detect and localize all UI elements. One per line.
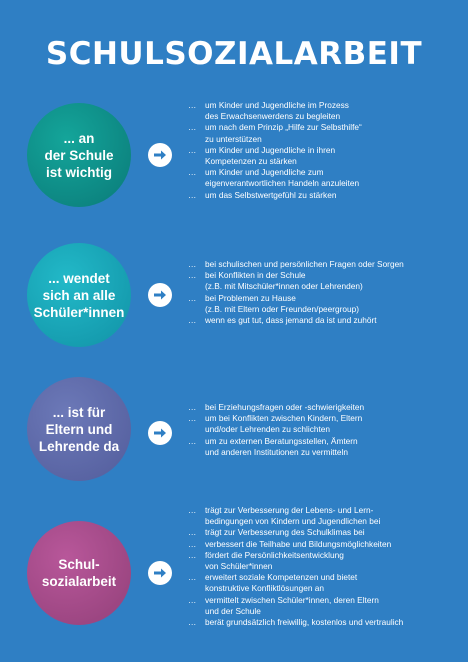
list-item — [188, 424, 466, 435]
bullet-dots: … — [188, 413, 197, 424]
list-item — [188, 259, 466, 270]
list-item — [188, 595, 466, 606]
list-item-text: bei Konflikten in der Schule — [205, 270, 306, 281]
bullet-dots: … — [188, 189, 197, 200]
list-item — [188, 111, 466, 122]
bullet-dots: … — [188, 122, 197, 133]
list-item — [188, 402, 466, 413]
bullet-dots: … — [188, 402, 197, 412]
bullet-dots: … — [188, 594, 197, 605]
bullet-dots: … — [188, 527, 197, 538]
bullet-dots — [188, 606, 205, 617]
list-item-text: bei Problemen zu Hause — [205, 292, 296, 303]
list-item — [188, 527, 466, 538]
list-item-text: um zu externen Beratungsstellen, Ämtern — [205, 435, 358, 446]
list-item-text: von Schüler*innen — [205, 561, 273, 572]
list-item-text: und/oder Lehrenden zu schlichten — [205, 424, 331, 435]
list-item-text: bei Erziehungsfragen oder -schwierigkeiten — [205, 402, 365, 412]
list-item — [188, 447, 466, 458]
arrow-right-icon — [148, 143, 172, 167]
list-item-text: und anderen Institutionen zu vermitteln — [205, 446, 348, 457]
arrow-right-icon — [148, 283, 172, 307]
list-item — [188, 304, 466, 315]
bullet-dots: … — [188, 315, 197, 326]
list-item — [188, 100, 466, 111]
list-item — [188, 561, 466, 572]
list-item-text: zu unterstützen — [205, 133, 262, 144]
bullet-dots: … — [188, 144, 197, 155]
list-item-text: wenn es gut tut, dass jemand da ist und zuhört — [205, 315, 377, 326]
list-item-text: um bei Konflikten zwischen Kindern, Eltern — [205, 413, 363, 424]
list-item — [188, 550, 466, 561]
bullet-dots: … — [188, 505, 197, 515]
list-item-text: (z.B. mit Eltern oder Freunden/peergroup) — [205, 303, 360, 314]
list-item-text: Kompetenzen zu stärken — [205, 156, 297, 167]
list-item-text: (z.B. mit Mitschüler*innen oder Lehrenden) — [205, 281, 363, 292]
section-4-list — [188, 505, 466, 628]
list-item — [188, 281, 466, 292]
bullet-dots: … — [188, 270, 197, 281]
bullet-dots: … — [188, 167, 197, 178]
bullet-dots: … — [188, 572, 197, 583]
list-item — [188, 270, 466, 281]
list-item-text: konstruktive Konfliktlösungen an — [205, 583, 324, 594]
bullet-dots: … — [188, 549, 197, 560]
section-1-list — [188, 100, 466, 201]
bullet-dots: … — [188, 435, 197, 446]
section-3-circle: ... ist für Eltern und Lehrende da — [27, 377, 131, 481]
list-item — [188, 190, 466, 201]
bullet-dots — [188, 111, 205, 122]
list-item-text: bedingungen von Kindern und Jugendlichen bei — [205, 516, 381, 527]
list-item — [188, 572, 466, 583]
list-item-text: um Kinder und Jugendliche zum — [205, 167, 324, 178]
list-item — [188, 167, 466, 178]
list-item — [188, 134, 466, 145]
bullet-dots: … — [188, 259, 197, 269]
list-item — [188, 539, 466, 550]
bullet-dots — [188, 516, 205, 527]
list-item-text: trägt zur Verbesserung der Lebens- und Lern- — [205, 505, 374, 515]
bullet-dots — [188, 447, 205, 458]
bullet-dots: … — [188, 617, 197, 628]
list-item — [188, 413, 466, 424]
list-item — [188, 583, 466, 594]
arrow-right-icon — [148, 421, 172, 445]
bullet-dots — [188, 583, 205, 594]
section-2-list — [188, 259, 466, 326]
list-item-text: vermittelt zwischen Schüler*innen, deren Eltern — [205, 594, 379, 605]
bullet-dots — [188, 281, 205, 292]
bullet-dots — [188, 304, 205, 315]
list-item-text: verbessert die Teilhabe und Bildungsmöglichkeiten — [205, 538, 392, 549]
list-item-text: und der Schule — [205, 605, 261, 616]
bullet-dots: … — [188, 292, 197, 303]
bullet-dots — [188, 424, 205, 435]
bullet-dots: … — [188, 538, 197, 549]
list-item-text: berät grundsätzlich freiwillig, kostenlos und vertraulich — [205, 617, 404, 628]
list-item-text: eigenverantwortlichen Handeln anzuleiten — [205, 178, 360, 189]
list-item — [188, 156, 466, 167]
list-item — [188, 516, 466, 527]
list-item-text: des Erwachsenwerdens zu begleiten — [205, 111, 341, 122]
list-item — [188, 505, 466, 516]
bullet-dots — [188, 156, 205, 167]
bullet-dots — [188, 561, 205, 572]
list-item-text: trägt zur Verbesserung des Schulklimas bei — [205, 527, 365, 538]
section-2-circle: ... wendet sich an alle Schüler*innen — [27, 243, 131, 347]
list-item-text: um Kinder und Jugendliche im Prozess — [205, 100, 349, 110]
section-1-circle: ... an der Schule ist wichtig — [27, 103, 131, 207]
bullet-dots — [188, 178, 205, 189]
list-item-text: bei schulischen und persönlichen Fragen oder Sorgen — [205, 259, 404, 269]
page-title: SCHULSOZIALARBEIT — [45, 36, 423, 72]
list-item — [188, 145, 466, 156]
bullet-dots — [188, 134, 205, 145]
list-item — [188, 178, 466, 189]
list-item — [188, 436, 466, 447]
list-item-text: um Kinder und Jugendliche in ihren — [205, 144, 336, 155]
section-4-circle: Schul- sozialarbeit — [27, 521, 131, 625]
list-item — [188, 606, 466, 617]
list-item-text: fördert die Persönlichkeitsentwicklung — [205, 549, 344, 560]
list-item — [188, 122, 466, 133]
list-item-text: um nach dem Prinzip „Hilfe zur Selbsthilfe“ — [205, 122, 362, 133]
bullet-dots: … — [188, 100, 197, 110]
section-3-list — [188, 402, 466, 458]
list-item — [188, 315, 466, 326]
list-item-text: um das Selbstwertgefühl zu stärken — [205, 189, 337, 200]
list-item — [188, 617, 466, 628]
arrow-right-icon — [148, 561, 172, 585]
list-item — [188, 293, 466, 304]
list-item-text: erweitert soziale Kompetenzen und bietet — [205, 572, 358, 583]
